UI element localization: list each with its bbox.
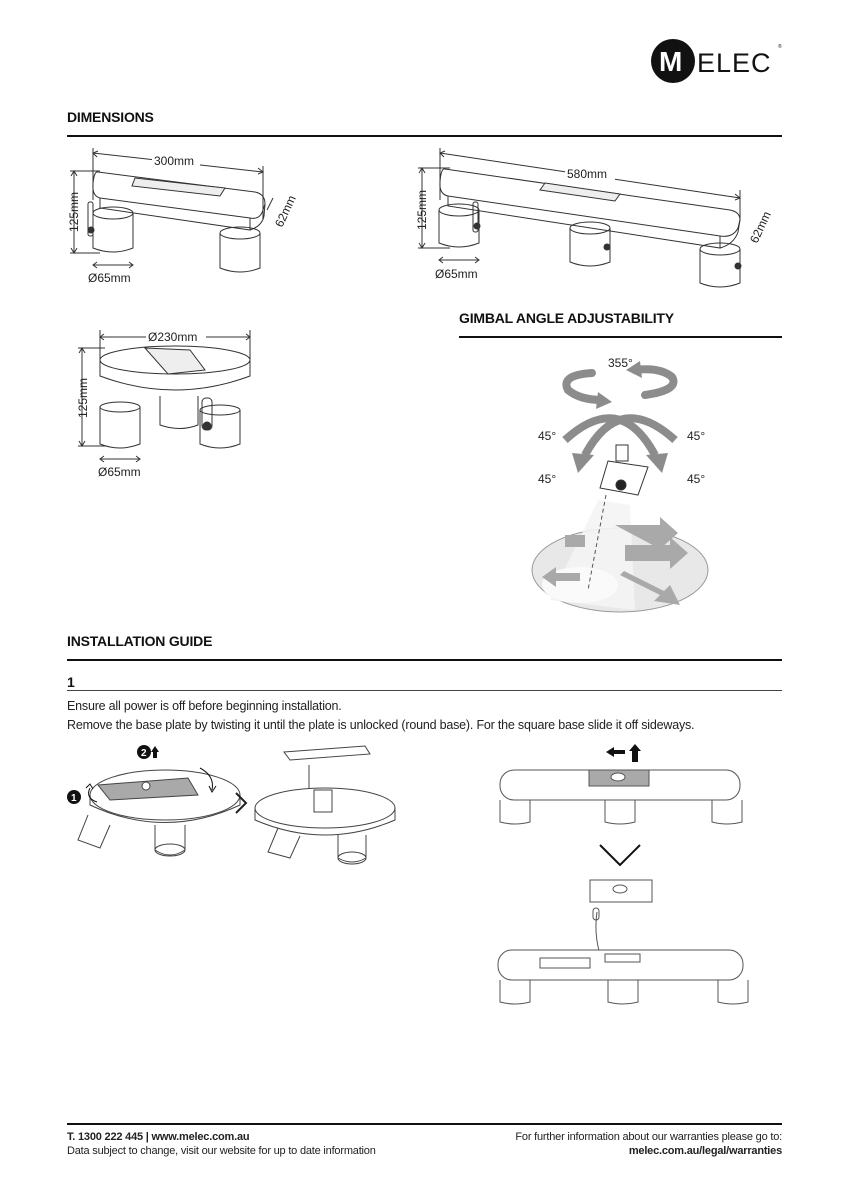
footer-phone: T. 1300 222 445 [67, 1131, 143, 1143]
tilt-lower-left-label: 45° [538, 472, 557, 486]
triple-diameter-label: Ø65mm [435, 267, 478, 281]
round-base-diameter-label: Ø230mm [148, 330, 198, 344]
triple-bar-dimension-drawing [410, 140, 790, 300]
instruction-line-1: Ensure all power is off before beginning installation. [67, 699, 342, 713]
gimbal-rule [459, 336, 782, 338]
round-diameter-label: Ø65mm [98, 465, 141, 479]
rotation-label: 355° [608, 356, 633, 370]
melec-logo-icon [650, 38, 785, 84]
gimbal-diagram [520, 345, 720, 615]
installation-rule [67, 659, 782, 661]
tilt-upper-left-label: 45° [538, 429, 557, 443]
installation-heading: INSTALLATION GUIDE [67, 633, 213, 649]
twin-bar-dimension-drawing [60, 140, 320, 300]
tilt-lower-right-label: 45° [687, 472, 706, 486]
bar-base-removal-illustration [490, 740, 790, 1030]
triple-height-label: 125mm [415, 189, 429, 230]
logo-text: ELEC [697, 48, 772, 78]
step-number: 1 [67, 674, 75, 690]
footer-disclaimer: Data subject to change, visit our website for up to date information [67, 1145, 376, 1157]
registered-mark: ® [778, 44, 782, 50]
footer-website-link[interactable]: www.melec.com.au [151, 1131, 250, 1143]
svg-text:1: 1 [71, 793, 77, 804]
footer-contact [67, 1131, 249, 1143]
logo-mark: M [659, 46, 683, 77]
footer-warranty-link[interactable]: melec.com.au/legal/warranties [628, 1145, 782, 1157]
arrow-up-icon [151, 746, 159, 758]
step-rule [67, 690, 782, 691]
twin-height-label: 125mm [67, 191, 81, 232]
triple-depth-label: 62mm [747, 209, 774, 246]
footer-rule [67, 1123, 782, 1125]
tilt-upper-right-label: 45° [687, 429, 706, 443]
rotation-arrows-icon [566, 369, 673, 400]
arrow-up-icon [629, 744, 641, 762]
dimensions-heading: DIMENSIONS [67, 109, 154, 125]
round-height-label: 125mm [76, 377, 90, 418]
gimbal-heading: GIMBAL ANGLE ADJUSTABILITY [459, 310, 674, 326]
twin-length-label: 300mm [154, 154, 195, 168]
triple-length-label: 580mm [567, 167, 608, 181]
arrow-left-icon [606, 747, 625, 757]
instruction-line-2: Remove the base plate by twisting it until the plate is unlocked (round base). For the square base slide it off sideways. [67, 718, 695, 732]
twin-diameter-label: Ø65mm [88, 271, 131, 285]
brand-logo [650, 38, 785, 84]
dimensions-rule [67, 135, 782, 137]
footer-separator: | [145, 1131, 149, 1143]
svg-text:2: 2 [141, 748, 147, 759]
round-base-dimension-drawing [60, 320, 300, 490]
round-base-removal-illustration [60, 740, 400, 880]
twin-depth-label: 62mm [272, 193, 299, 230]
footer-warranty-text: For further information about our warranties please go to: [515, 1131, 782, 1143]
